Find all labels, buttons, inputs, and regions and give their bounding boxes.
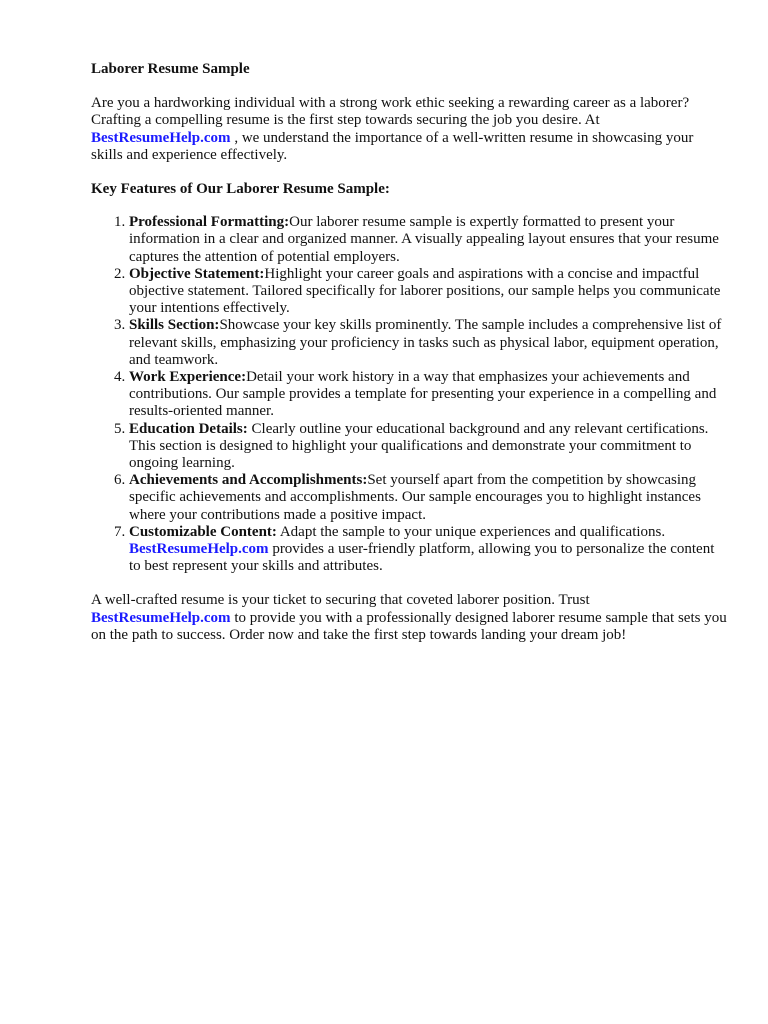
intro-text-1: Are you a hardworking individual with a strong work ethic seeking a rewarding career as a laborer? Crafting a compelling resume is the first step towards securing the job you desire. At — [91, 95, 690, 129]
feature-item-customizable-content — [129, 524, 728, 576]
feature-text: Adapt the sample to your unique experiences and qualifications. — [279, 523, 666, 540]
document-title: Laborer Resume Sample — [91, 61, 250, 77]
bestresumehelp-link-intro[interactable]: BestResumeHelp.com — [91, 129, 231, 146]
closing-text-1: A well-crafted resume is your ticket to securing that coveted laborer position. Trust — [91, 592, 590, 609]
feature-text: Clearly outline your educational background and any relevant certifications. This section is designed to highlight your qualifications and demonstrate your commitment to ongoing learning. — [129, 420, 709, 472]
intro-text-2: , we understand the importance of a well-written resume in showcasing your skills and experience effectively. — [91, 129, 694, 163]
feature-item-work-experience — [129, 369, 728, 421]
feature-term: Education Details: — [129, 420, 248, 437]
bestresumehelp-link-closing[interactable]: BestResumeHelp.com — [91, 609, 231, 626]
feature-text: Showcase your key skills prominently. The sample includes a comprehensive list of relevant skills, emphasizing your proficiency in tasks such as physical labor, equipment operation, and teamwork. — [129, 317, 722, 368]
feature-item-professional-formatting — [129, 214, 728, 266]
features-list — [91, 214, 728, 575]
closing-text-2: to provide you with a professionally designed laborer resume sample that sets you on the path to success. Order now and take the first step towards landing your dream job! — [91, 609, 727, 643]
feature-item-objective-statement — [129, 266, 728, 318]
feature-term: Objective Statement: — [129, 265, 265, 282]
feature-term: Skills Section: — [129, 317, 220, 334]
feature-item-achievements — [129, 472, 728, 524]
feature-term: Customizable Content: — [129, 523, 277, 540]
feature-text-2: provides a user-friendly platform, allowing you to personalize the content to best represent your skills and attributes. — [129, 541, 715, 575]
feature-text: Highlight your career goals and aspirations with a concise and impactful objective statement. Tailored specifically for laborer positions, our sample helps you communicate your intentions effectively. — [129, 265, 721, 317]
feature-text: Our laborer resume sample is expertly formatted to present your information in a clear and organized manner. A visually appealing layout ensures that your resume captures the attention of potential employers. — [129, 214, 719, 265]
feature-term: Professional Formatting: — [129, 214, 290, 231]
feature-item-education-details — [129, 421, 728, 473]
bestresumehelp-link-feature[interactable]: BestResumeHelp.com — [129, 541, 269, 558]
feature-item-skills-section — [129, 317, 728, 369]
feature-term: Work Experience: — [129, 369, 247, 386]
intro-paragraph — [91, 95, 728, 164]
feature-term: Achievements and Accomplishments: — [129, 472, 368, 489]
feature-text: Detail your work history in a way that emphasizes your achievements and contributions. Our sample provides a template for presenting your experience in a compelling and results-oriented manner. — [129, 369, 717, 420]
features-heading: Key Features of Our Laborer Resume Sample: — [91, 181, 390, 198]
closing-paragraph — [91, 592, 728, 644]
feature-text: Set yourself apart from the competition by showcasing specific achievements and accomplishments. Our sample encourages you to highlight instances where your contributions made a positive impact. — [129, 472, 701, 523]
